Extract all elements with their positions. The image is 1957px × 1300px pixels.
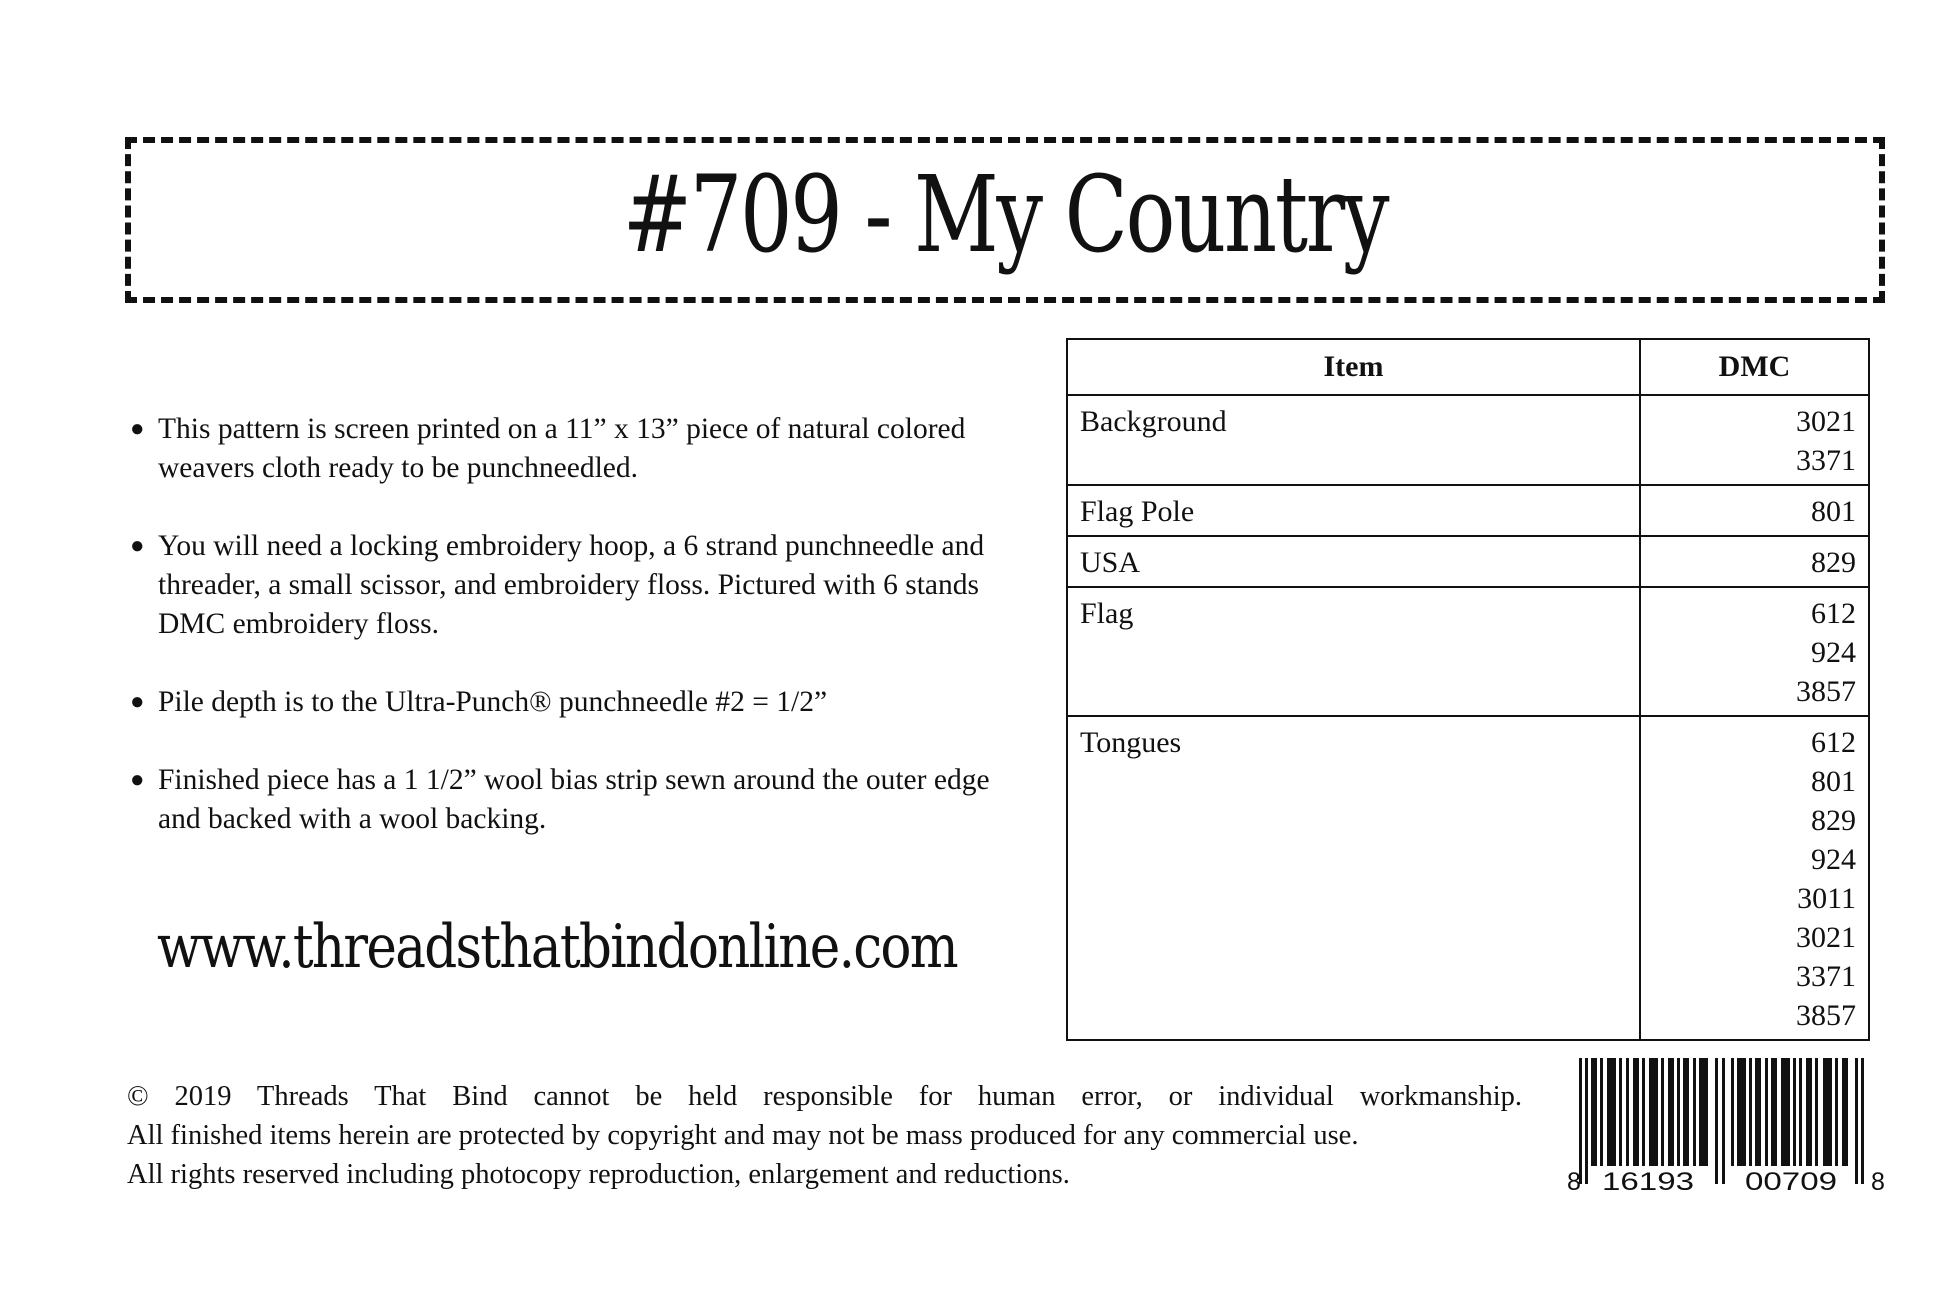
instruction-item [130, 527, 990, 644]
upc-barcode [1565, 1058, 1887, 1194]
table-row [1067, 536, 1869, 587]
column-header-item: Item [1067, 339, 1640, 395]
item-cell: Tongues [1067, 716, 1640, 1040]
copyright-notice [127, 1077, 1522, 1194]
dmc-cell [1640, 587, 1869, 716]
barcode-right-group: 00709 [1745, 1168, 1837, 1194]
dmc-number: 3371 [1796, 444, 1856, 477]
table-row [1067, 587, 1869, 716]
dmc-number: 3857 [1796, 675, 1856, 708]
table-header-row [1067, 339, 1869, 395]
instruction-text: Pile depth is to the Ultra-Punch® punchneedle #2 = 1/2” [158, 686, 828, 718]
table-row [1067, 485, 1869, 536]
barcode-bars [1579, 1058, 1864, 1184]
table-row [1067, 395, 1869, 485]
instruction-text: Finished piece has a 1 1/2” wool bias strip sewn around the outer edge and backed with a wool backing. [158, 764, 990, 835]
dmc-cell [1640, 716, 1869, 1040]
bullet-icon: ● [130, 767, 145, 793]
website-url: www.threadsthatbindonline.com [157, 912, 957, 982]
instruction-text: This pattern is screen printed on a 11” x 13” piece of natural colored weavers cloth ready to be punchneedled. [158, 413, 966, 484]
instruction-item [130, 761, 990, 839]
column-header-dmc: DMC [1640, 339, 1869, 395]
title-banner [125, 137, 1885, 303]
copyright-line-2: All finished items herein are protected by copyright and may not be mass produced for any commercial use. [127, 1120, 1359, 1151]
instructions-list [130, 410, 990, 878]
bullet-icon: ● [130, 689, 145, 715]
dmc-number: 3021 [1796, 921, 1856, 954]
barcode-lead-digit: 8 [1567, 1168, 1581, 1194]
barcode-left-group: 16193 [1602, 1168, 1694, 1194]
instruction-text: You will need a locking embroidery hoop, a 6 strand punchneedle and threader, a small scissor, and embroidery floss. Pictured with 6 stands DMC embroidery floss. [158, 530, 985, 640]
dmc-number: 612 [1811, 726, 1856, 759]
dmc-number: 3371 [1796, 960, 1856, 993]
item-cell: Flag Pole [1067, 485, 1640, 536]
barcode-check-digit: 8 [1871, 1168, 1885, 1194]
dmc-number: 3021 [1796, 405, 1856, 438]
table-row [1067, 716, 1869, 1040]
item-cell: Background [1067, 395, 1640, 485]
bullet-icon: ● [130, 533, 145, 559]
dmc-number: 829 [1811, 804, 1856, 837]
dmc-cell [1640, 395, 1869, 485]
dmc-number: 612 [1811, 597, 1856, 630]
dmc-number: 801 [1811, 495, 1856, 528]
dmc-number: 801 [1811, 765, 1856, 798]
pattern-title: #709 - My Country [622, 152, 1388, 276]
item-cell: USA [1067, 536, 1640, 587]
copyright-line-3: All rights reserved including photocopy reproduction, enlargement and reductions. [127, 1159, 1070, 1190]
dmc-number: 924 [1811, 636, 1856, 669]
item-cell: Flag [1067, 587, 1640, 716]
instruction-item [130, 683, 990, 722]
dmc-number: 829 [1811, 546, 1856, 579]
dmc-cell [1640, 485, 1869, 536]
instruction-item [130, 410, 990, 488]
copyright-line-1: © 2019 Threads That Bind cannot be held responsible for human error, or individual workmanship. [127, 1081, 1522, 1112]
dmc-cell [1640, 536, 1869, 587]
dmc-number: 924 [1811, 843, 1856, 876]
bullet-icon: ● [130, 416, 145, 442]
dmc-number: 3857 [1796, 999, 1856, 1032]
dmc-color-table [1066, 338, 1870, 1041]
dmc-number: 3011 [1797, 882, 1856, 915]
